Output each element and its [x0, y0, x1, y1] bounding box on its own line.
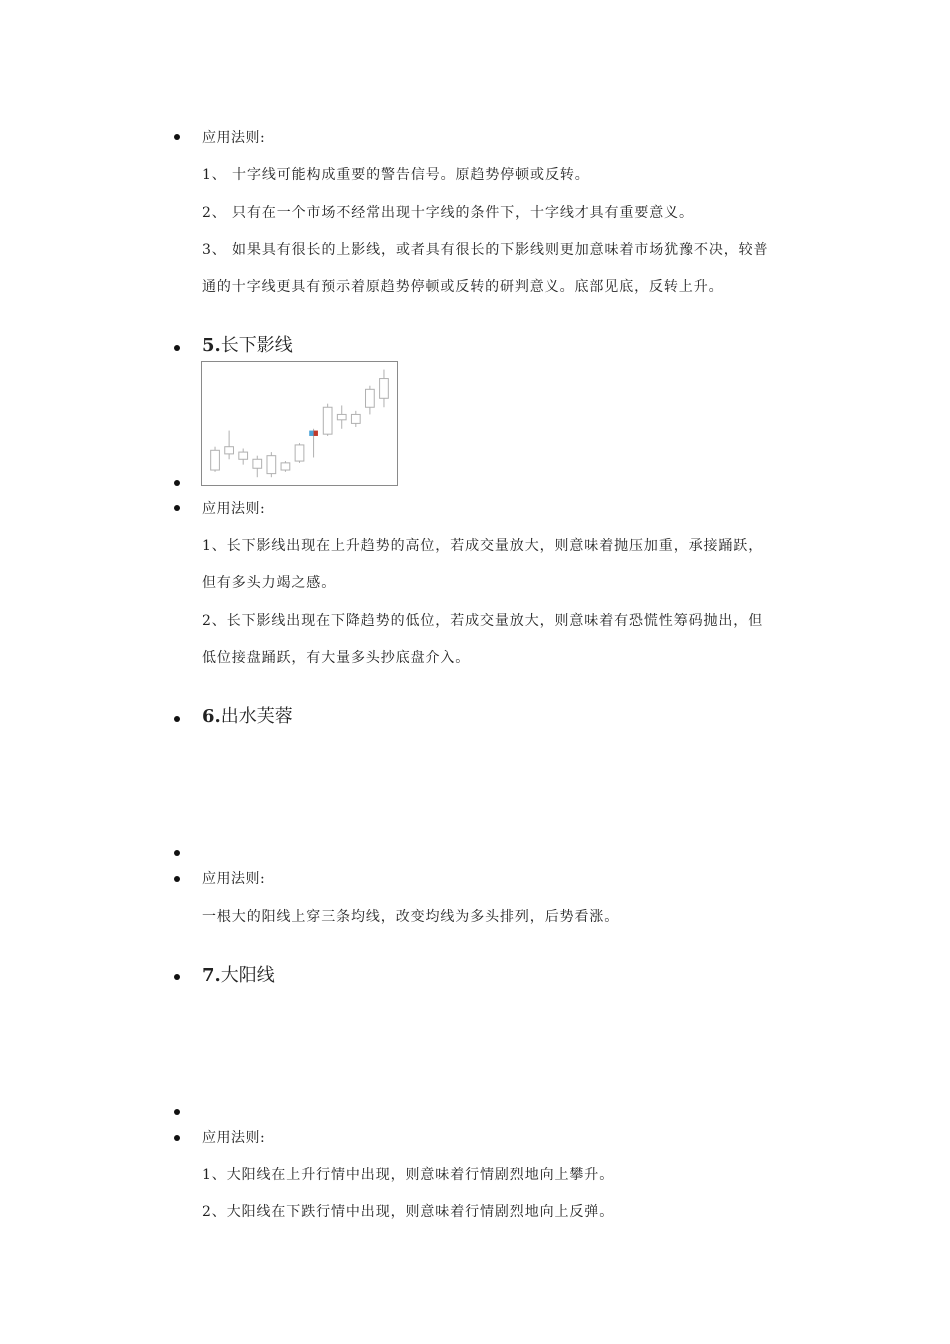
candle	[380, 370, 389, 408]
section-heading	[202, 961, 275, 987]
candle	[337, 405, 346, 428]
list-bullet	[174, 850, 180, 856]
rule-item: 3、 如果具有很长的上影线，或者具有很长的下影线则更加意味着市场犹豫不决，较普	[202, 242, 769, 258]
candle	[225, 431, 234, 460]
list-bullet	[174, 716, 180, 722]
section-title: 长下影线	[220, 335, 293, 356]
rules-label: 应用法则:	[202, 501, 266, 517]
candle	[295, 443, 304, 463]
rules-label: 应用法则:	[202, 130, 266, 146]
rule-item: 1、大阳线在上升行情中出现，则意味着行情剧烈地向上攀升。	[202, 1167, 615, 1183]
candle	[239, 449, 248, 465]
rule-item: 一根大的阳线上穿三条均线，改变均线为多头排列，后势看涨。	[202, 909, 620, 925]
section-heading	[202, 331, 293, 357]
list-bullet	[174, 1109, 180, 1115]
candle	[323, 404, 332, 436]
candle-body	[267, 456, 276, 474]
list-bullet	[174, 480, 180, 486]
candle-body	[253, 459, 262, 468]
candle-body	[295, 445, 304, 461]
rule-item: 1、 十字线可能构成重要的警告信号。原趋势停顿或反转。	[202, 167, 590, 183]
rules-label: 应用法则:	[202, 1130, 266, 1146]
rule-item: 低位接盘踊跃，有大量多头抄底盘介入。	[202, 650, 471, 666]
section-title: 大阳线	[220, 965, 275, 986]
rules-label: 应用法则:	[202, 871, 266, 887]
candle-body	[351, 414, 360, 423]
section-number: 5.	[202, 335, 221, 356]
list-bullet	[174, 345, 180, 351]
candle-body-highlight	[309, 431, 313, 436]
candle-body	[211, 450, 220, 470]
candle-body-highlight	[314, 431, 318, 436]
candle	[281, 461, 290, 472]
candlestick-svg	[202, 362, 397, 485]
candle-body	[239, 452, 248, 459]
list-bullet	[174, 1135, 180, 1141]
list-bullet	[174, 974, 180, 980]
list-bullet	[174, 505, 180, 511]
rule-item: 通的十字线更具有预示着原趋势停顿或反转的研判意义。底部见底，反转上升。	[202, 279, 724, 295]
rule-item: 2、 只有在一个市场不经常出现十字线的条件下，十字线才具有重要意义。	[202, 205, 694, 221]
section-title: 出水芙蓉	[220, 706, 293, 727]
candle	[351, 411, 360, 427]
candle-body	[380, 379, 389, 399]
section-heading	[202, 702, 293, 728]
candlestick-chart	[201, 361, 398, 486]
candle	[253, 456, 262, 478]
candle	[309, 429, 318, 458]
candle-body	[366, 389, 375, 407]
candle-body	[281, 463, 290, 470]
candle	[211, 447, 220, 472]
list-bullet	[174, 134, 180, 140]
candle-body	[225, 447, 234, 454]
rule-item: 但有多头力竭之感。	[202, 575, 337, 591]
rule-item: 2、长下影线出现在下降趋势的低位，若成交量放大，则意味着有恐慌性筹码抛出，但	[202, 613, 764, 629]
section-number: 7.	[202, 965, 221, 986]
rule-item: 2、大阳线在下跌行情中出现，则意味着行情剧烈地向上反弹。	[202, 1204, 615, 1220]
candle-body	[337, 414, 346, 419]
candle	[267, 452, 276, 477]
list-bullet	[174, 876, 180, 882]
rule-item: 1、长下影线出现在上升趋势的高位，若成交量放大，则意味着抛压加重，承接踊跃，	[202, 538, 764, 554]
section-number: 6.	[202, 706, 221, 727]
candle-body	[323, 407, 332, 434]
candle	[366, 386, 375, 415]
